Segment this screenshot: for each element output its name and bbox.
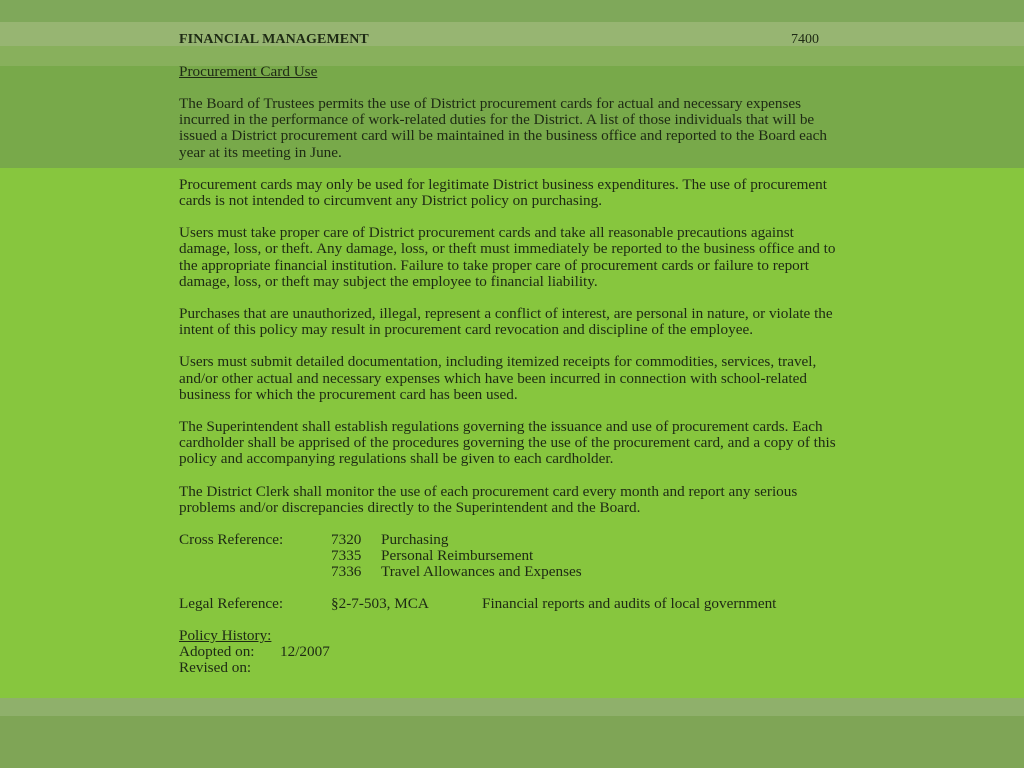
policy-document — [179, 32, 839, 676]
revised-label: Revised on: — [179, 659, 252, 677]
adopted-label: Adopted on: — [179, 643, 255, 661]
revised-row — [179, 660, 839, 676]
policy-paragraph: The District Clerk shall monitor the use of each procurement card every month and report any serious problems and/or discrepancies directly to the Superintendent and the Board. — [179, 482, 798, 516]
legal-reference-label: Legal Reference: — [179, 595, 284, 613]
reference-number: 7336 — [331, 563, 362, 581]
policy-history — [179, 628, 839, 676]
reference-number: 7320 — [331, 531, 362, 549]
legal-citation: §2-7-503, MCA — [331, 595, 429, 613]
legal-reference — [179, 596, 839, 612]
section-title: Procurement Card Use — [179, 63, 318, 80]
cross-reference — [179, 532, 839, 580]
reference-title: Travel Allowances and Expenses — [381, 563, 582, 581]
reference-number: 7335 — [331, 547, 362, 565]
legal-description: Financial reports and audits of local government — [482, 595, 777, 613]
background-band-bottom — [0, 716, 1024, 768]
policy-history-title: Policy History: — [179, 627, 272, 645]
policy-paragraph: Users must submit detailed documentation, including itemized receipts for commodities, services, travel, and/or other actual and necessary expenses which have been incurred in connection with school-related business for which the procurement card has been used. — [179, 353, 817, 403]
cross-reference-row — [179, 564, 839, 580]
policy-paragraph: Purchases that are unauthorized, illegal, represent a conflict of interest, are personal in nature, or violate the intent of this policy may result in procurement card revocation and discipline of the employee. — [179, 305, 833, 339]
policy-paragraph: The Superintendent shall establish regulations governing the issuance and use of procurement cards. Each cardholder shall be apprised of the procedures governing the use of the procurement card, and a copy of this policy and accompanying regulations shall be given to each cardholder. — [179, 418, 836, 468]
cross-reference-label: Cross Reference: — [179, 531, 284, 549]
adopted-row — [179, 644, 839, 660]
cross-reference-row — [179, 548, 839, 564]
policy-number: 7400 — [791, 32, 819, 47]
document-header — [179, 32, 839, 48]
policy-paragraph: Procurement cards may only be used for legitimate District business expenditures. The use of procurement cards is not intended to circumvent any District policy on purchasing. — [179, 175, 827, 210]
adopted-date: 12/2007 — [280, 643, 330, 661]
background-band-bottom-light — [0, 698, 1024, 716]
reference-title: Purchasing — [381, 531, 449, 549]
cross-reference-row — [179, 532, 839, 548]
policy-paragraph: The Board of Trustees permits the use of District procurement cards for actual and necessary expenses incurred in the performance of work-related duties for the District. A list of those individuals that will be issued a District procurement card will be maintained in the business office and reported to the Board each year at its meeting in June. — [179, 95, 827, 161]
document-title: FINANCIAL MANAGEMENT — [179, 32, 369, 47]
reference-title: Personal Reimbursement — [381, 547, 534, 565]
policy-paragraph: Users must take proper care of District procurement cards and take all reasonable precautions against damage, loss, or theft. Any damage, loss, or theft must immediately be reported to the business office and to the appropriate financial institution. Failure to take proper care of procurement cards or failure to report damage, loss, or theft may subject the employee to financial liability. — [179, 224, 836, 290]
background-band-top-edge — [0, 0, 1024, 22]
